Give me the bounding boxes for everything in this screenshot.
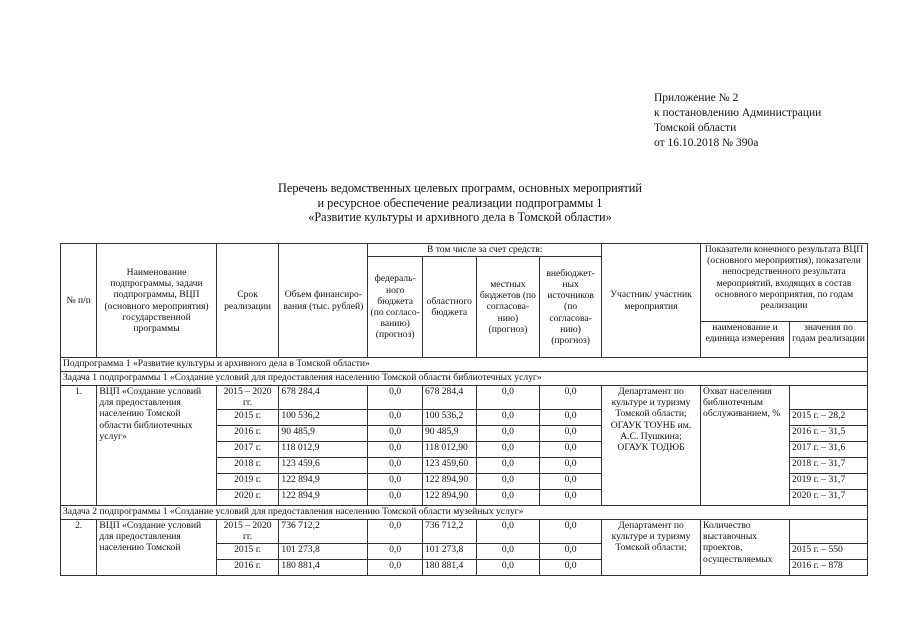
row-num: 2.	[61, 520, 97, 576]
cell-term: 2015 г.	[216, 410, 279, 426]
cell-value: 2016 г. – 31,5	[790, 426, 868, 442]
cell-value: 2020 г. – 31,7	[790, 490, 868, 506]
cell-volume: 678 284,4	[279, 386, 368, 410]
cell-term: 2015 г.	[216, 544, 279, 560]
cell-extra: 0,0	[540, 442, 602, 458]
cell-federal: 0,0	[368, 410, 423, 426]
cell-local: 0,0	[476, 442, 540, 458]
cell-federal: 0,0	[368, 474, 423, 490]
document-title	[60, 181, 860, 225]
task-1-row: Задача 1 подпрограммы 1 «Создание условий для предоставления населению Томской области библиотечных услуг»	[61, 372, 868, 386]
cell-extra: 0,0	[540, 560, 602, 576]
program-name: ВЦП «Создание условий для предоставления населению Томской области библиотечных услуг»	[97, 386, 216, 506]
cell-extra: 0,0	[540, 490, 602, 506]
cell-term: 2015 – 2020 гг.	[216, 386, 279, 410]
row-num: 1.	[61, 386, 97, 506]
cell-volume: 122 894,9	[279, 490, 368, 506]
cell-regional: 118 012,90	[422, 442, 476, 458]
participant: Департамент по культуре и туризму Томской области; ОГАУК ТОУНБ им. А.С. Пушкина; ОГАУК ТОДЮБ	[601, 386, 700, 506]
cell-regional: 100 536,2	[422, 410, 476, 426]
header-name: Наименование подпрограммы, задачи подпрограммы, ВЦП (основного мероприятия) государственной программы	[97, 244, 216, 358]
cell-federal: 0,0	[368, 520, 423, 544]
cell-local: 0,0	[476, 474, 540, 490]
table-row	[61, 386, 868, 410]
cell-federal: 0,0	[368, 490, 423, 506]
cell-volume: 122 894,9	[279, 474, 368, 490]
cell-local: 0,0	[476, 386, 540, 410]
header-term: Срок реализации	[216, 244, 279, 358]
indicator-name: Охват населения библиотечным обслуживанием, %	[701, 386, 790, 506]
header-including: В том числе за счет средств:	[368, 244, 602, 257]
cell-value: 2015 г. – 550	[790, 544, 868, 560]
task-2-row: Задача 2 подпрограммы 1 «Создание условий для предоставления населению Томской области музейных услуг»	[61, 506, 868, 520]
cell-regional: 90 485,9	[422, 426, 476, 442]
cell-term: 2015 – 2020 гг.	[216, 520, 279, 544]
title-line-3: «Развитие культуры и архивного дела в Томской области»	[308, 210, 612, 224]
cell-term: 2016 г.	[216, 560, 279, 576]
title-line-1: Перечень ведомственных целевых программ, основных мероприятий	[278, 181, 642, 195]
cell-local: 0,0	[476, 410, 540, 426]
cell-extra: 0,0	[540, 426, 602, 442]
cell-value	[790, 520, 868, 544]
cell-regional: 123 459,60	[422, 458, 476, 474]
header-volume: Объем финансиро-вания (тыс. рублей)	[279, 244, 368, 358]
cell-extra: 0,0	[540, 410, 602, 426]
cell-extra: 0,0	[540, 458, 602, 474]
cell-volume: 100 536,2	[279, 410, 368, 426]
appendix-line-2: к постановлению Администрации	[654, 107, 822, 119]
cell-federal: 0,0	[368, 442, 423, 458]
cell-extra: 0,0	[540, 544, 602, 560]
participant: Департамент по культуре и туризму Томской области;	[601, 520, 700, 576]
appendix-line-4: от 16.10.2018 № 390а	[654, 137, 759, 149]
cell-term: 2018 г.	[216, 458, 279, 474]
cell-extra: 0,0	[540, 386, 602, 410]
cell-extra: 0,0	[540, 474, 602, 490]
cell-term: 2017 г.	[216, 442, 279, 458]
cell-value: 2015 г. – 28,2	[790, 410, 868, 426]
header-regional: областного бюджета	[422, 257, 476, 358]
cell-extra: 0,0	[540, 520, 602, 544]
cell-volume: 736 712,2	[279, 520, 368, 544]
subprogram-row: Подпрограмма 1 «Развитие культуры и архивного дела в Томской области»	[61, 358, 868, 372]
program-table	[60, 243, 868, 576]
cell-volume: 90 485,9	[279, 426, 368, 442]
header-participant: Участник/ участник мероприятия	[601, 244, 700, 358]
cell-value: 2018 г. – 31,7	[790, 458, 868, 474]
cell-federal: 0,0	[368, 458, 423, 474]
program-name: ВЦП «Создание условий для предоставления населению Томской	[97, 520, 216, 576]
header-federal: федераль-ного бюджета (по согласо-ванию) (прогноз)	[368, 257, 423, 358]
cell-local: 0,0	[476, 458, 540, 474]
cell-local: 0,0	[476, 426, 540, 442]
appendix-block	[654, 91, 821, 151]
header-indicators: Показатели конечного результата ВЦП (основного мероприятия), показатели непосредственного результата мероприятий, входящих в состав основного мероприятия, по годам реализации	[701, 244, 868, 322]
table-row	[61, 520, 868, 544]
cell-volume: 123 459,6	[279, 458, 368, 474]
header-extra: внебюджет-ных источников (по согласова-нию) (прогноз)	[540, 257, 602, 358]
cell-federal: 0,0	[368, 386, 423, 410]
cell-value: 2016 г. – 878	[790, 560, 868, 576]
cell-regional: 736 712,2	[422, 520, 476, 544]
header-local: местных бюджетов (по согласова-нию) (прогноз)	[476, 257, 540, 358]
appendix-line-3: Томской области	[654, 122, 737, 134]
cell-value: 2017 г. – 31,6	[790, 442, 868, 458]
cell-regional: 122 894,90	[422, 490, 476, 506]
header-indicator-name: наименование и единица измерения	[701, 322, 790, 358]
cell-federal: 0,0	[368, 560, 423, 576]
indicator-name: Количество выставочных проектов, осуществляемых	[701, 520, 790, 576]
cell-local: 0,0	[476, 560, 540, 576]
appendix-line-1: Приложение № 2	[654, 92, 739, 104]
cell-term: 2016 г.	[216, 426, 279, 442]
cell-regional: 180 881,4	[422, 560, 476, 576]
cell-value	[790, 386, 868, 410]
title-line-2: и ресурсное обеспечение реализации подпрограммы 1	[317, 195, 603, 210]
cell-volume: 118 012,9	[279, 442, 368, 458]
cell-local: 0,0	[476, 490, 540, 506]
cell-volume: 101 273,8	[279, 544, 368, 560]
header-num: № п/п	[61, 244, 97, 358]
cell-federal: 0,0	[368, 544, 423, 560]
cell-local: 0,0	[476, 520, 540, 544]
cell-federal: 0,0	[368, 426, 423, 442]
cell-regional: 122 894,90	[422, 474, 476, 490]
cell-value: 2019 г. – 31,7	[790, 474, 868, 490]
cell-local: 0,0	[476, 544, 540, 560]
cell-regional: 101 273,8	[422, 544, 476, 560]
cell-regional: 678 284,4	[422, 386, 476, 410]
cell-volume: 180 881,4	[279, 560, 368, 576]
cell-term: 2019 г.	[216, 474, 279, 490]
header-indicator-values: значения по годам реализации	[790, 322, 868, 358]
cell-term: 2020 г.	[216, 490, 279, 506]
